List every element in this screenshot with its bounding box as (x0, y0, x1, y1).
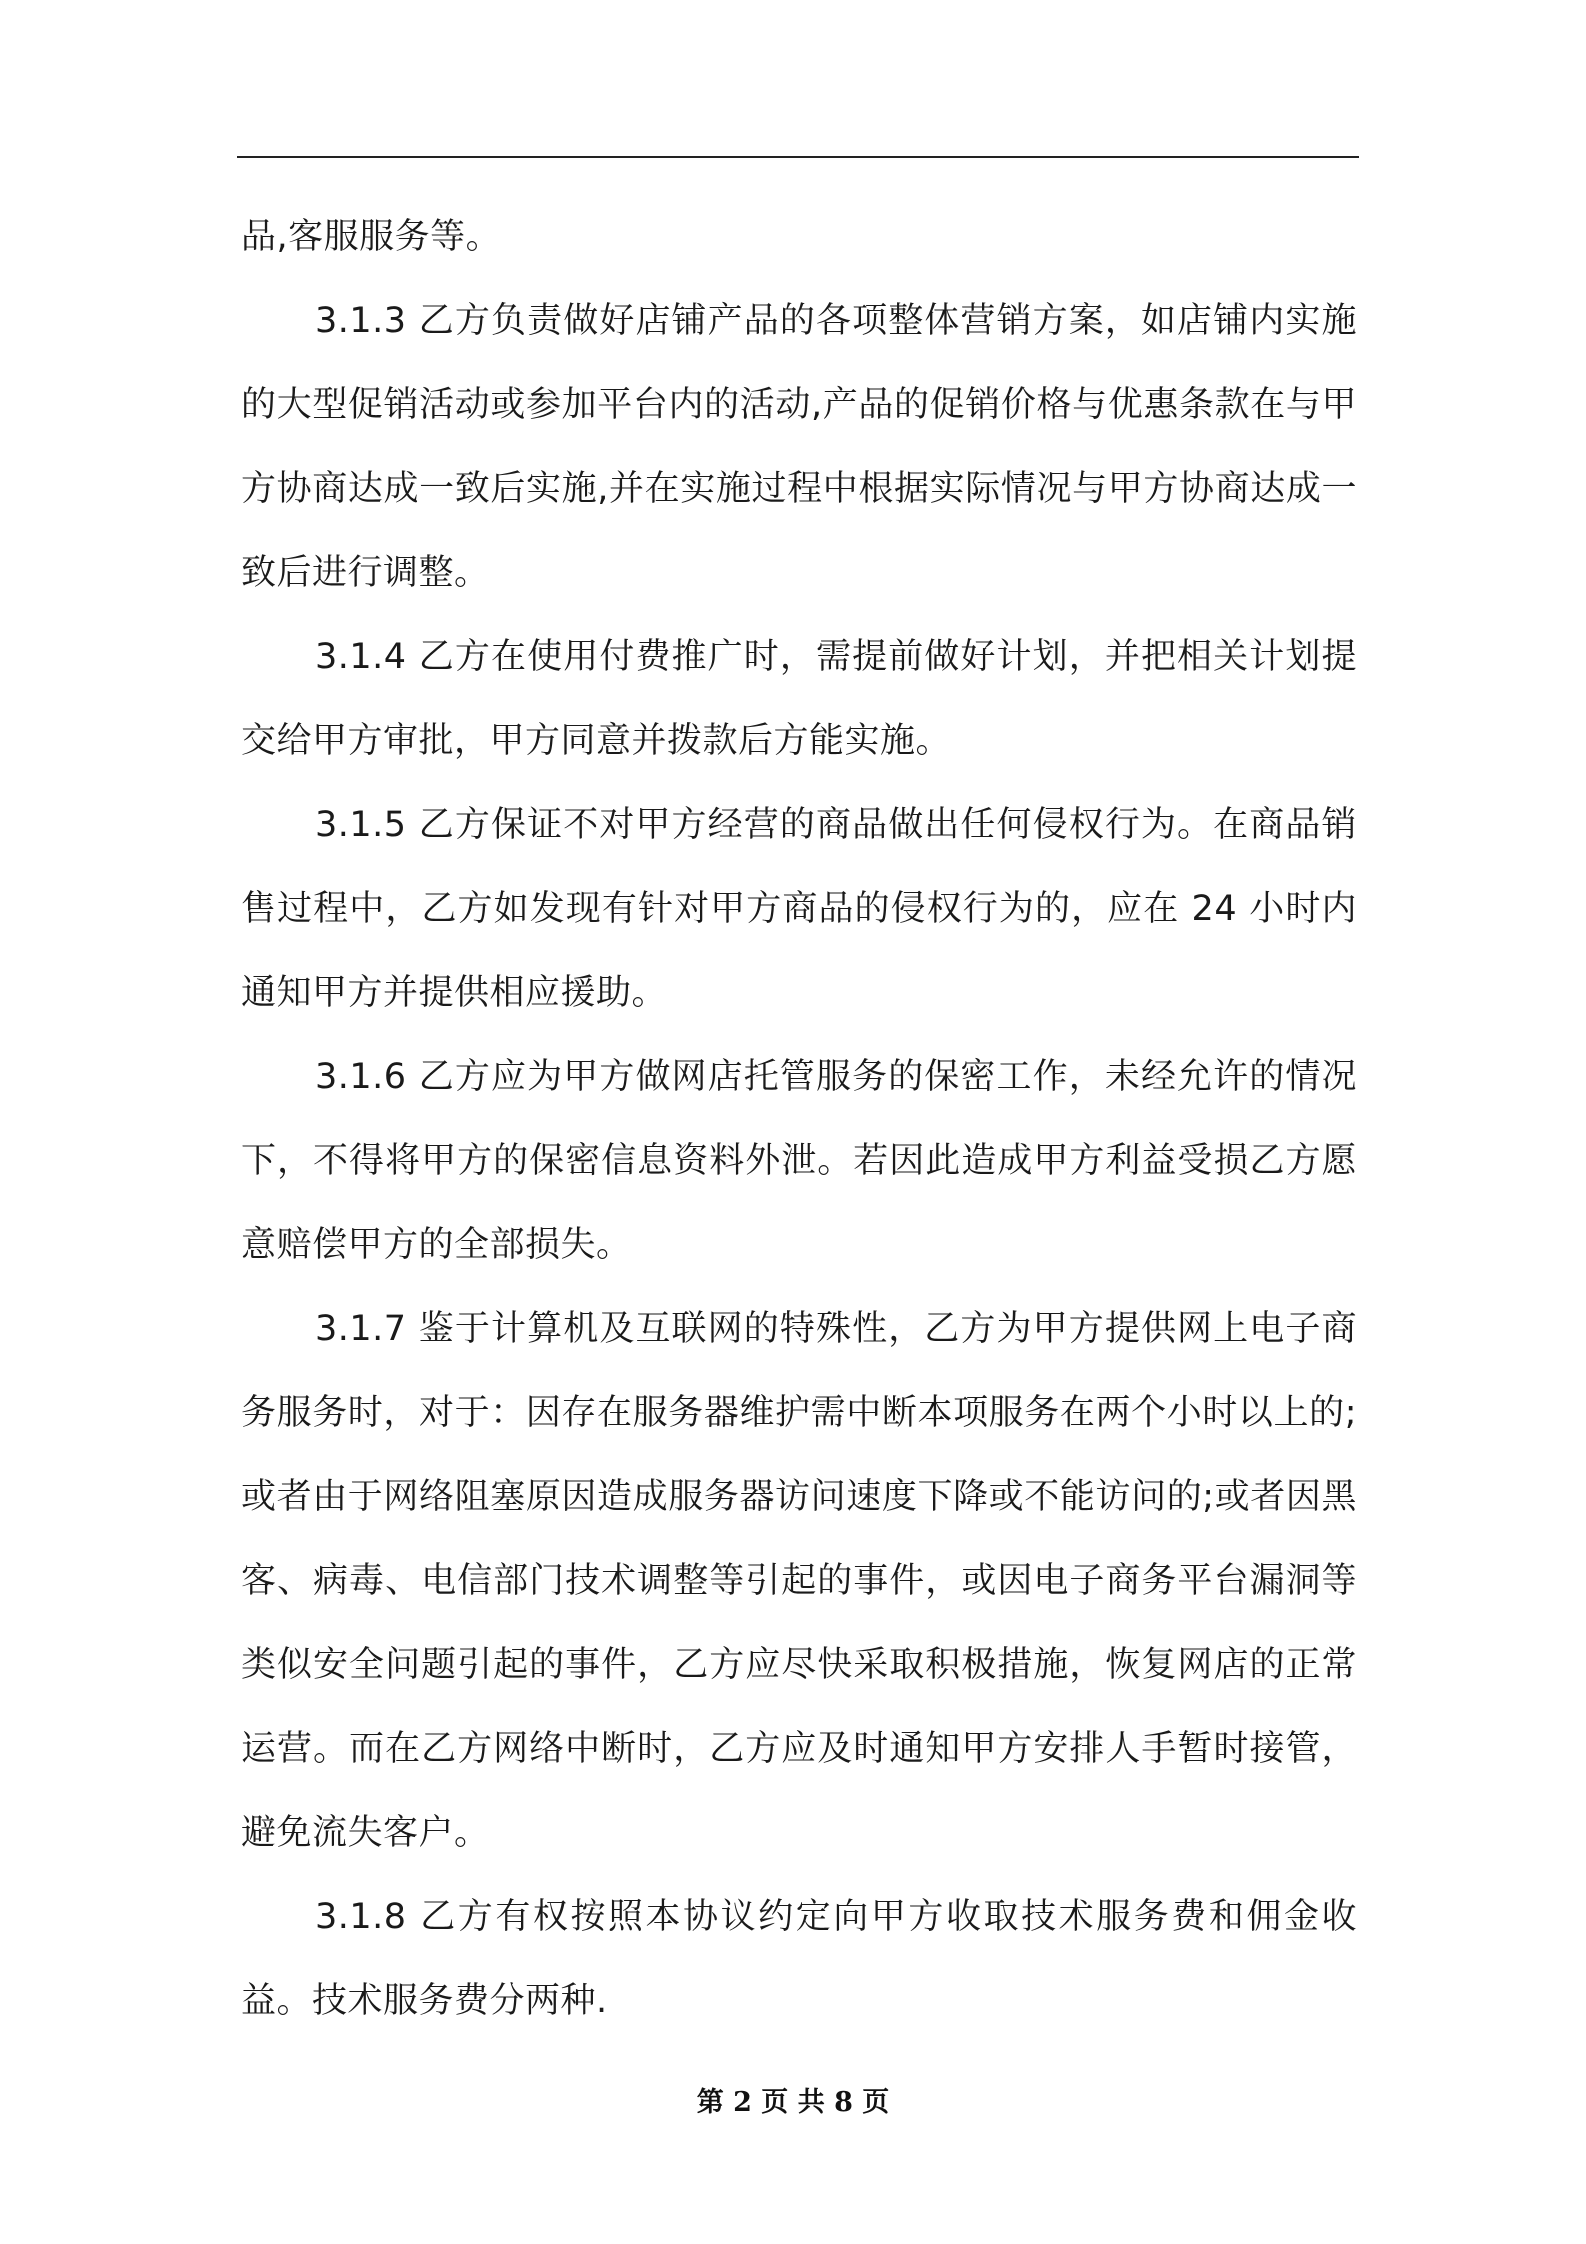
paragraph-3-1-4: 3.1.4 乙方在使用付费推广时，需提前做好计划，并把相关计划提交给甲方审批，甲方同意并拨款后方能实施。 (241, 637, 1357, 761)
paragraph-3-1-3: 3.1.3 乙方负责做好店铺产品的各项整体营销方案，如店铺内实施的大型促销活动或参加平台内的活动,产品的促销价格与优惠条款在与甲方协商达成一致后实施,并在实施过程中根据实际情况与甲方协商达成一致后进行调整。 (241, 301, 1357, 593)
paragraph-3-1-7: 3.1.7 鉴于计算机及互联网的特殊性，乙方为甲方提供网上电子商务服务时，对于：因存在服务器维护需中断本项服务在两个小时以上的;或者由于网络阻塞原因造成服务器访问速度下降或不能访问的;或者因黑客、病毒、电信部门技术调整等引起的事件，或因电子商务平台漏洞等类似安全问题引起的事件，乙方应尽快采取积极措施，恢复网店的正常运营。而在乙方网络中断时，乙方应及时通知甲方安排人手暂时接管，避免流失客户。 (241, 1309, 1357, 1853)
header-divider (237, 156, 1359, 158)
paragraph-3-1-5: 3.1.5 乙方保证不对甲方经营的商品做出任何侵权行为。在商品销售过程中，乙方如发现有针对甲方商品的侵权行为的，应在 24 小时内通知甲方并提供相应援助。 (241, 805, 1357, 1013)
document-body (241, 195, 1357, 2043)
paragraph-3-1-8: 3.1.8 乙方有权按照本协议约定向甲方收取技术服务费和佣金收益。技术服务费分两种. (241, 1897, 1357, 2021)
paragraph-3-1-6: 3.1.6 乙方应为甲方做网店托管服务的保密工作，未经允许的情况下，不得将甲方的保密信息资料外泄。若因此造成甲方利益受损乙方愿意赔偿甲方的全部损失。 (241, 1057, 1357, 1265)
page-number-footer: 第 2 页 共 8 页 (696, 2087, 890, 2118)
paragraph-continuation: 品,客服服务等。 (241, 217, 502, 257)
